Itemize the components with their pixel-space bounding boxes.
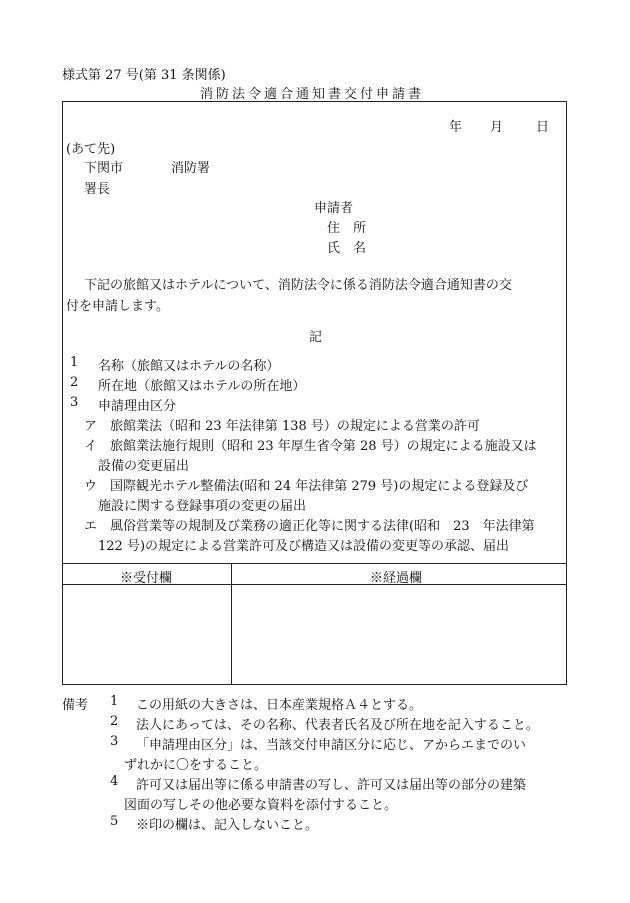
page-title: 消防法令適合通知書交付申請書 bbox=[200, 87, 425, 102]
reason-text: 設備の変更届出 bbox=[98, 459, 190, 474]
applicant-label: 申請者 bbox=[314, 201, 354, 216]
progress-column-header: ※経過欄 bbox=[370, 571, 423, 586]
note-text: ※印の欄は、記入しないこと。 bbox=[136, 818, 319, 833]
reason-text: 旅館業法施行規則（昭和 23 年厚生省令第 28 号）の規定による施設又は bbox=[110, 439, 537, 454]
applicant-name-label: 氏 名 bbox=[327, 241, 367, 256]
reception-cell[interactable] bbox=[63, 585, 230, 684]
item-reason-category: 申請理由区分 bbox=[98, 399, 177, 414]
reason-mark[interactable]: ア bbox=[84, 419, 98, 434]
reason-mark[interactable]: イ bbox=[84, 439, 98, 454]
reason-mark[interactable]: ウ bbox=[84, 479, 98, 494]
note-number: 5 bbox=[110, 814, 119, 829]
date-month-label: 月 bbox=[490, 120, 504, 135]
reception-column-header: ※受付欄 bbox=[120, 571, 173, 586]
form-number: 様式第 27 号(第 31 条関係) bbox=[62, 68, 226, 83]
reason-mark[interactable]: エ bbox=[84, 519, 98, 534]
date-day-label: 日 bbox=[536, 120, 550, 135]
ki-heading: 記 bbox=[309, 330, 323, 345]
request-text-line-1: 下記の旅館又はホテルについて、消防法令に係る消防法令適合通知書の交 bbox=[84, 278, 512, 293]
notes-label: 備考 bbox=[62, 698, 89, 713]
applicant-address-label: 住 所 bbox=[327, 221, 367, 236]
reason-text: 122 号)の規定による営業許可及び構造又は設備の変更等の承認、届出 bbox=[98, 539, 510, 554]
reason-text: 施設に関する登録事項の変更の届出 bbox=[98, 499, 307, 514]
table-top-divider bbox=[62, 563, 567, 564]
note-text: 図面の写しその他必要な資料を添付すること。 bbox=[124, 798, 398, 813]
note-text: 法人にあっては、その名称、代表者氏名及び所在地を記入すること。 bbox=[136, 718, 539, 733]
item-number: 1 bbox=[70, 355, 79, 370]
date-year-label: 年 bbox=[449, 120, 463, 135]
item-number: 3 bbox=[70, 395, 79, 410]
note-number: 1 bbox=[110, 694, 119, 709]
item-location: 所在地（旅館又はホテルの所在地） bbox=[98, 379, 306, 394]
progress-cell[interactable] bbox=[232, 585, 566, 684]
note-text: この用紙の大きさは、日本産業規格Ａ４とする。 bbox=[136, 698, 423, 713]
addressee-station: 消防署 bbox=[171, 161, 211, 176]
item-number: 2 bbox=[70, 375, 79, 390]
note-number: 2 bbox=[110, 714, 119, 729]
reason-text: 風俗営業等の規制及び業務の適正化等に関する法律(昭和 23 年法律第 bbox=[110, 519, 535, 534]
note-text: ずれかに〇をすること。 bbox=[124, 758, 268, 773]
request-text-line-2: 付を申請します。 bbox=[66, 299, 169, 314]
reason-text: 旅館業法（昭和 23 年法律第 138 号）の規定による営業の許可 bbox=[110, 419, 480, 434]
note-text: 「申請理由区分」は、当該交付申請区分に応じ、アからエまでのい bbox=[136, 738, 527, 753]
addressee-city: 下関市 bbox=[84, 161, 124, 176]
reason-text: 国際観光ホテル整備法(昭和 24 年法律第 279 号)の規定による登録及び bbox=[110, 479, 529, 494]
addressee-chief: 署長 bbox=[84, 182, 111, 197]
note-number: 4 bbox=[110, 774, 119, 789]
note-number: 3 bbox=[110, 734, 119, 749]
item-name: 名称（旅館又はホテルの名称） bbox=[98, 359, 280, 374]
addressee-label: (あて先) bbox=[66, 142, 116, 157]
note-text: 許可又は届出等に係る申請書の写し、許可又は届出等の部分の建築 bbox=[136, 778, 527, 793]
